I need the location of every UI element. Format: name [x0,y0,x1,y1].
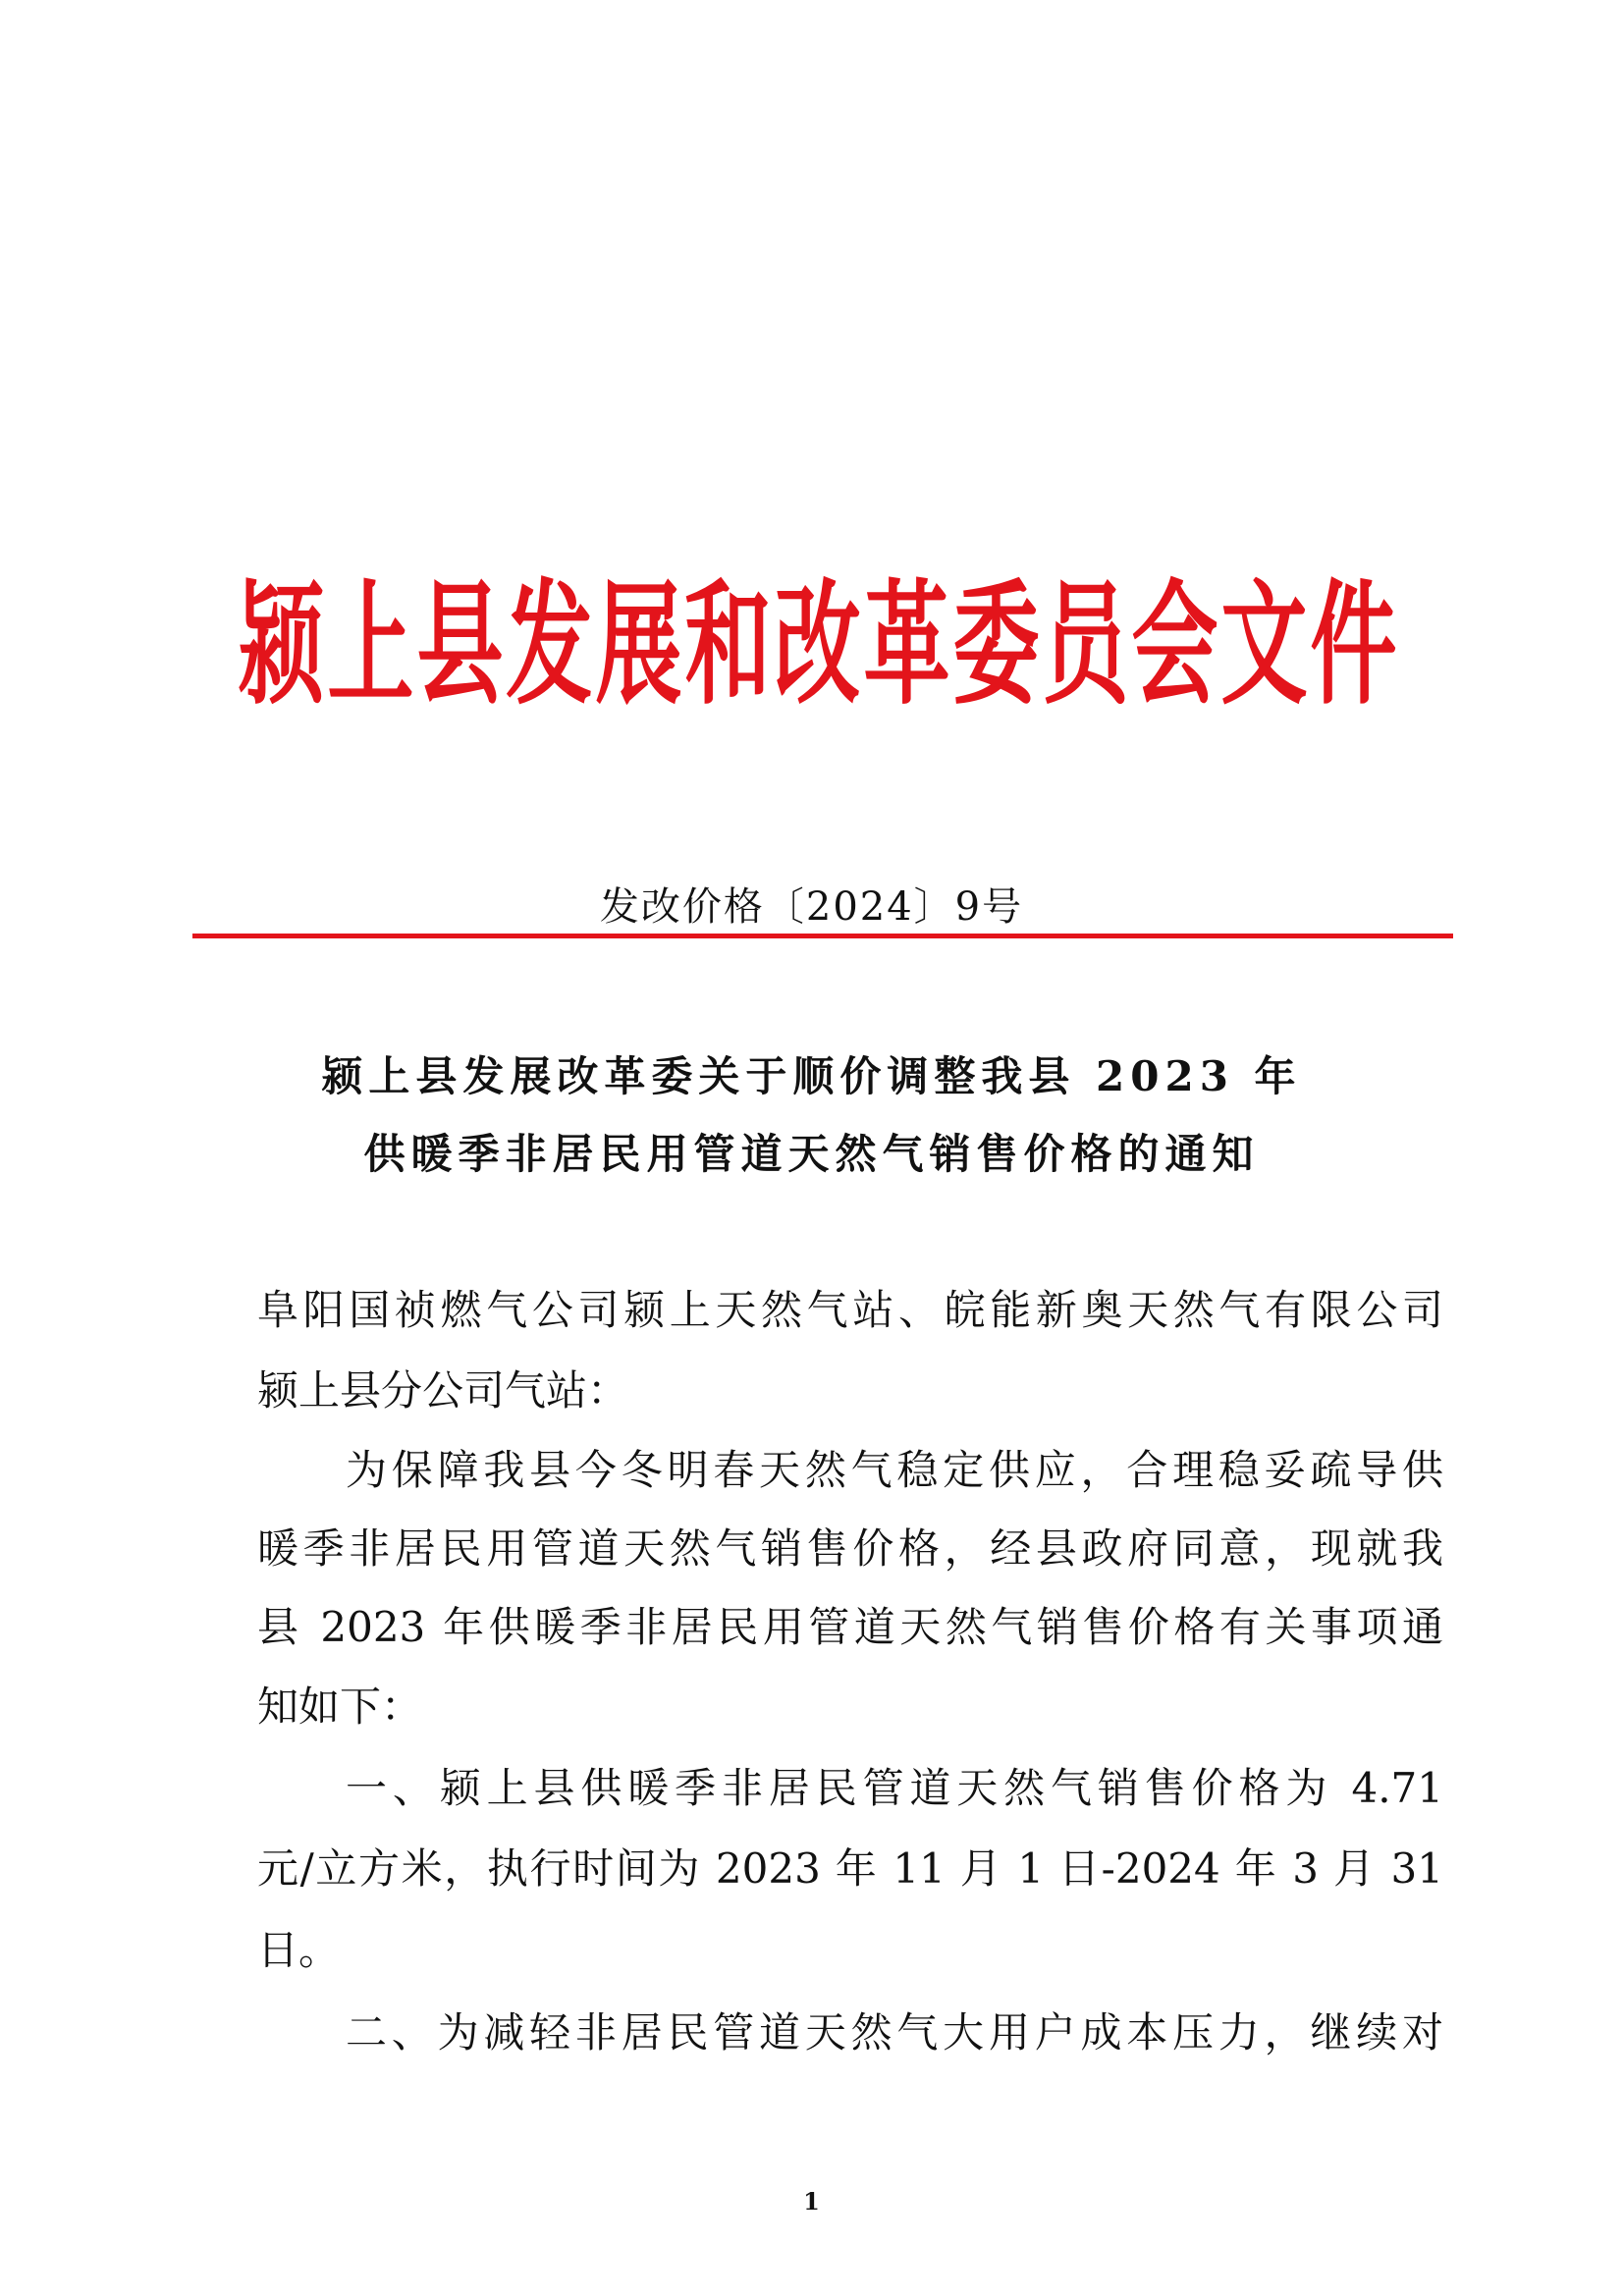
body-line: 暖季非居民用管道天然气销售价格，经县政府同意，现就我 [257,1524,1443,1573]
body-line: 为保障我县今冬明春天然气稳定供应，合理稳妥疏导供 [346,1446,1443,1494]
body-line: 一、颍上县供暖季非居民管道天然气销售价格为 4.71 [346,1764,1443,1812]
body-line: 元/立方米，执行时间为 2023 年 11 月 1 日-2024 年 3 月 31 [257,1844,1443,1893]
body-line: 县 2023 年供暖季非居民用管道天然气销售价格有关事项通 [257,1603,1443,1651]
page-number: 1 [803,2187,820,2216]
body-line: 知如下： [257,1682,423,1731]
body-line: 二、为减轻非居民管道天然气大用户成本压力，继续对 [346,2008,1443,2056]
body-line: 阜阳国祯燃气公司颍上天然气站、皖能新奥天然气有限公司 [257,1286,1443,1334]
document-number: 发改价格〔2024〕9号 [599,884,1024,930]
notice-heading-line1: 颍上县发展改革委关于顺价调整我县 2023 年 [321,1052,1302,1100]
red-divider [192,934,1453,938]
notice-heading-line2: 供暖季非居民用管道天然气销售价格的通知 [363,1130,1260,1178]
body-line: 颍上县分公司气站： [257,1366,629,1415]
document-title: 颍上县发展和改革委员会文件 [238,565,1400,723]
body-line: 日。 [257,1926,341,1974]
